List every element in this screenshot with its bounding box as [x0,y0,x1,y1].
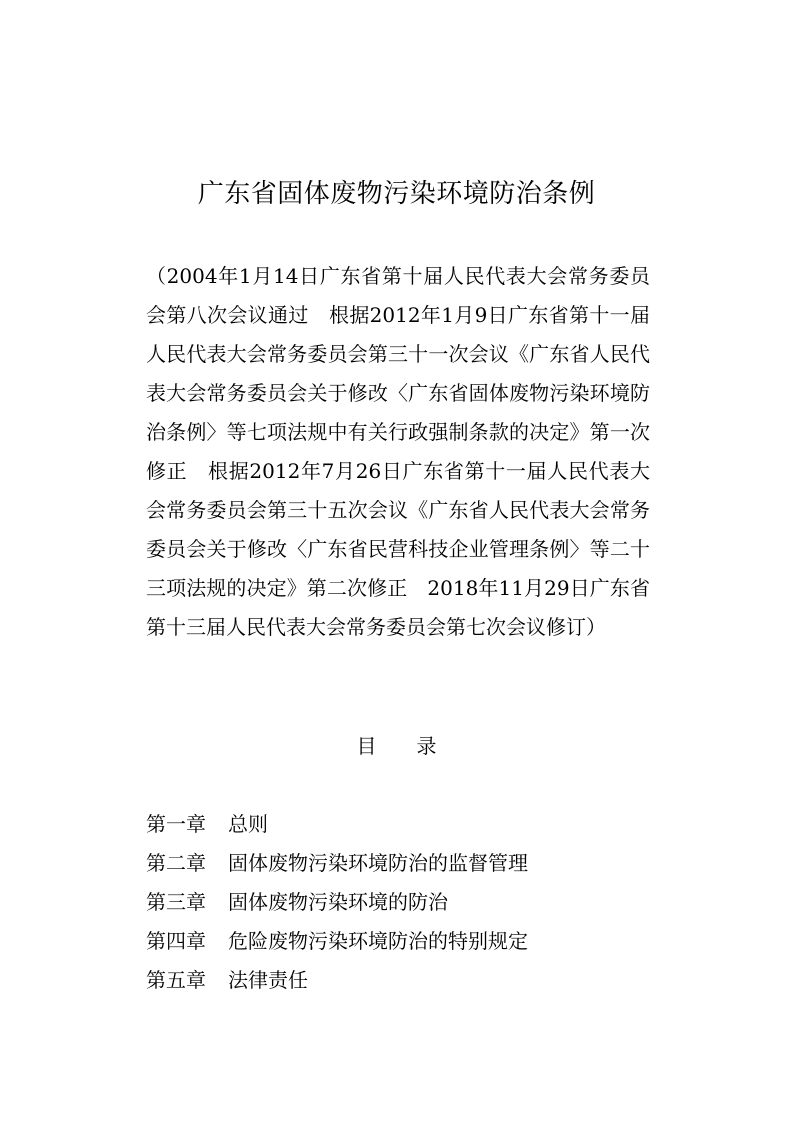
chapter-title: 固体废物污染环境防治的监督管理 [228,851,528,875]
document-title: 广东省固体废物污染环境防治条例 [197,179,596,209]
legislative-history-note: （2004年1月14日广东省第十届人民代表大会常务委员会第八次会议通过 根据2012年1月9日广东省第十一届人民代表大会常务委员会第三十一次会议《广东省人民代表大会常务委员会关于修改〈广东省固体废物污染环境防治条例〉等七项法规中有关行政强制条款的决定》第一次修正 根据2012年7月26日广东省第十一届人民代表大会常务委员会第三十五次会议《广东省人民代表大会常务委员会关于修改〈广东省民营科技企业管理条例〉等二十三项法规的决定》第二次修正 2018年11月29日广东省第十三届人民代表大会常务委员会第七次会议修订） [146,264,650,639]
toc-item [146,805,650,844]
toc-item [146,922,650,961]
toc-heading-char-1: 目 [356,734,377,758]
toc-item [146,844,650,883]
chapter-title: 法律责任 [228,968,308,992]
table-of-contents [146,805,650,1000]
chapter-number: 第四章 [146,929,206,953]
toc-heading-char-2: 录 [416,734,437,758]
chapter-number: 第三章 [146,890,206,914]
toc-item [146,961,650,1000]
chapter-title: 固体废物污染环境的防治 [228,890,448,914]
chapter-title: 危险废物污染环境防治的特别规定 [228,929,528,953]
chapter-number: 第二章 [146,851,206,875]
chapter-number: 第一章 [146,812,206,836]
toc-item [146,883,650,922]
chapter-number: 第五章 [146,968,206,992]
chapter-title: 总则 [228,812,268,836]
table-of-contents-heading [0,727,793,766]
